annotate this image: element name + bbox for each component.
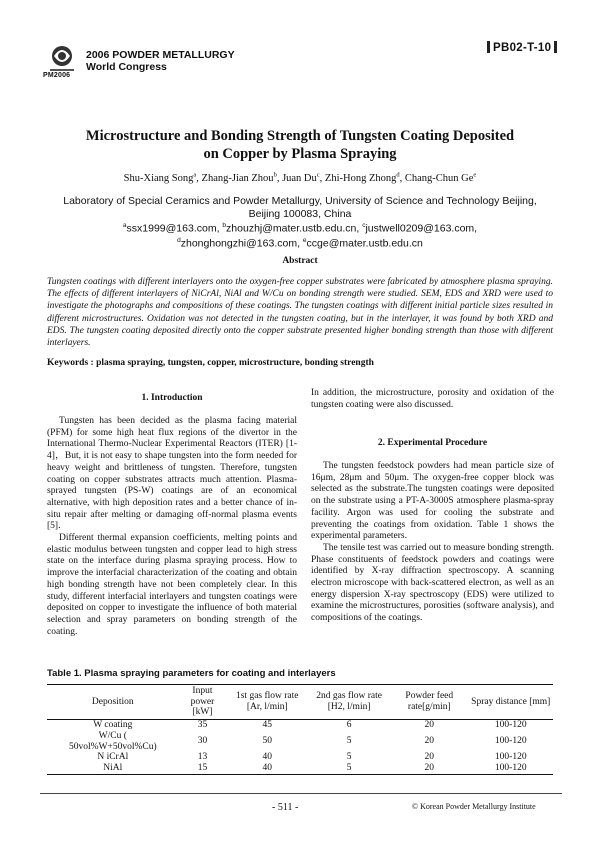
table-cell: 20 (424, 736, 435, 747)
table-row (47, 752, 553, 763)
table-cell: 13 (197, 752, 208, 763)
logo-tag: PM2006 (43, 72, 71, 79)
table-cell: W coating (93, 720, 133, 730)
paper-code-text: PB02-T-10 (493, 42, 552, 54)
abstract-heading: Abstract (282, 256, 318, 266)
experimental-heading: 2. Experimental Procedure (377, 438, 488, 448)
code-bar-left (487, 41, 490, 53)
abstract-text: Tungsten coatings with different interlayers onto the oxygen-free copper substrates were fabricated by atmosphere plasma spraying. The effects of different interlayers of NiCrAl, NiAl and W/Cu on bonding strength were studied. SEM, EDS and XRD were used to investigate the photographs and compositions of these coatings. The tungsten coatings with different initial particle sizes resulted in different microstructures. Oxidation was not detected in the tungsten coating, but in the interlayer, it was found by both XRD and EDS. The tungsten coating deposited directly onto the copper substrate presented higher bonding strength than those with different interlayers. (47, 277, 553, 349)
email-link[interactable]: justwell0209@163.com, (365, 222, 478, 235)
paragraph: The tensile test was carried out to measure bonding strength. Phase constituents of feedstock powders and coatings were identified by X-ray diffraction spectroscopy. A scanning electron microscope with back-scattered electron, as well as an energy dispersion X-ray spectroscopy (EDS) were utilized to examine the microstructures, porosities (software analysis), and compositions of the coatings. (311, 542, 554, 624)
table-row (47, 763, 553, 774)
table-cell: 30 (197, 736, 208, 747)
table-header-cell: Spray distance [mm] (471, 696, 551, 707)
table-cell: 40 (262, 763, 272, 774)
table-cell: 5 (346, 763, 352, 774)
email-line1: $^a$ssx1999@163.com, $^b$zhouzhj@mater.ustb.edu.cn, $^c$justwell0209@163.com, (122, 222, 478, 235)
table-cell: 20 (424, 720, 435, 730)
table-cell: 100-120 (494, 720, 527, 730)
conference-name (86, 49, 235, 73)
intro-heading: 1. Introduction (141, 393, 203, 403)
table-cell: 20 (424, 763, 435, 774)
code-bar-right (554, 41, 557, 53)
page-number: - 511 - (272, 802, 299, 813)
email-link[interactable]: zhouzhj@mater.ustb.edu.cn, (226, 222, 360, 235)
table-cell: 100-120 (494, 752, 527, 763)
parameters-table (47, 684, 553, 775)
table-cell: 5 (346, 736, 352, 747)
author: Shu-Xiang Song$^a$, (123, 171, 202, 184)
author: Juan Du$^c$, (282, 171, 325, 184)
table-cell: N iCrAl (97, 752, 129, 763)
table-cell: 35 (197, 720, 208, 730)
table-cell: 6 (346, 720, 352, 730)
table-cell: 100-120 (494, 763, 527, 774)
paper-title (40, 127, 560, 163)
paragraph: Different thermal expansion coefficients, melting points and elastic modulus between tungsten and copper lead to high stress state on the interface during plasma spraying process. How to improve the interfacial characterization of the coating and obtain high bonding strength have not been completely clear. In this study, different interfacial interlayers and tungsten coatings were deposited on copper to investigate the influence of both material selection and spray parameters on bonding strength of the coating. (47, 533, 297, 637)
table-cell: 20 (424, 752, 435, 763)
author: Zhi-Hong Zhong$^d$, (324, 171, 405, 184)
author: Zhang-Jian Zhou$^b$, (201, 171, 283, 184)
table-cell: NiAl (103, 763, 123, 774)
table-row (47, 731, 553, 753)
table-cell: 40 (262, 752, 272, 763)
footer-rule (40, 793, 562, 794)
author-list (40, 171, 560, 184)
table-caption: Table 1. Plasma spraying parameters for coating and interlayers (47, 668, 336, 679)
table-header-cell: Powder feed rate[g/min] (405, 691, 454, 712)
author: Chang-Chun Ge$^e$ (404, 171, 477, 184)
email-line2: $^d$zhonghongzhi@163.com, $^e$ccge@mater.ustb.edu.cn (177, 237, 423, 250)
table-cell: 100-120 (494, 736, 527, 747)
affiliation-line2: Beijing 100083, China (248, 207, 352, 220)
paper-code (484, 41, 560, 54)
keywords: Keywords : plasma spraying, tungsten, copper, microstructure, bonding strength (47, 358, 374, 368)
table-row (47, 720, 553, 731)
table-header-cell: Deposition (91, 696, 134, 707)
affiliation (40, 195, 560, 250)
table-cell: 50 (262, 736, 272, 747)
experimental-section (311, 461, 554, 625)
conference-line1: 2006 POWDER METALLURGY (86, 49, 235, 61)
paragraph: The tungsten feedstock powders had mean particle size of 16μm, 28μm and 50μm. The oxygen-free copper block was selected as the substrate.The tungsten coatings were deposited on the substrate using a PT-A-3000S atmosphere plasma-spray facility. Argon was used for cooling the substrate and preventing the coatings from oxidation. Table 1 shows the experimental parameters. (311, 461, 554, 542)
copyright-notice: © Korean Powder Metallurgy Institute (412, 802, 536, 811)
email-link[interactable]: zhonghongzhi@163.com, (180, 237, 300, 250)
title-line2: on Copper by Plasma Spraying (203, 146, 397, 162)
table-header-cell: 2nd gas flow rate [H2, l/min] (316, 691, 382, 712)
table-cell: 15 (197, 763, 208, 774)
title-line1: Microstructure and Bonding Strength of Tungsten Coating Deposited (85, 128, 515, 144)
table-header-cell: 1st gas flow rate [Ar, l/min] (235, 691, 299, 712)
conference-line2: World Congress (86, 61, 167, 73)
table-header-cell: Input power [kW] (190, 685, 215, 718)
email-link[interactable]: ssx1999@163.com, (126, 222, 220, 235)
intro-continuation: In addition, the microstructure, porosity and oxidation of the tungsten coating were also discussed. (311, 388, 554, 410)
table-cell: 5 (346, 752, 352, 763)
intro-section (47, 416, 297, 638)
email-link[interactable]: ccge@mater.ustb.edu.cn (306, 237, 423, 250)
affiliation-line1: Laboratory of Special Ceramics and Powder Metallurgy, University of Science and Technology Beijing, (63, 195, 537, 207)
paragraph: Tungsten has been decided as the plasma facing material (PFM) for some high heat flux regions of the divertor in the International Thermo-Nuclear Experimental Reactors (ITER) [1-4]，But, it is not easy to shape tungsten into the form needed for heavy weight and brittleness of tungsten. Therefore, tungsten coating on copper substrates attracts much attention. Plasma-sprayed tungsten (PS-W) coatings are of an economical alternative, with high deposition rates and a better chance of in-situ repair after melting or damaging off-normal plasma events [5]. (47, 416, 297, 532)
table-cell: W/Cu ( 50vol%W+50vol%Cu) (68, 730, 157, 752)
table-header-row (47, 685, 553, 720)
table-cell: 45 (262, 720, 272, 730)
